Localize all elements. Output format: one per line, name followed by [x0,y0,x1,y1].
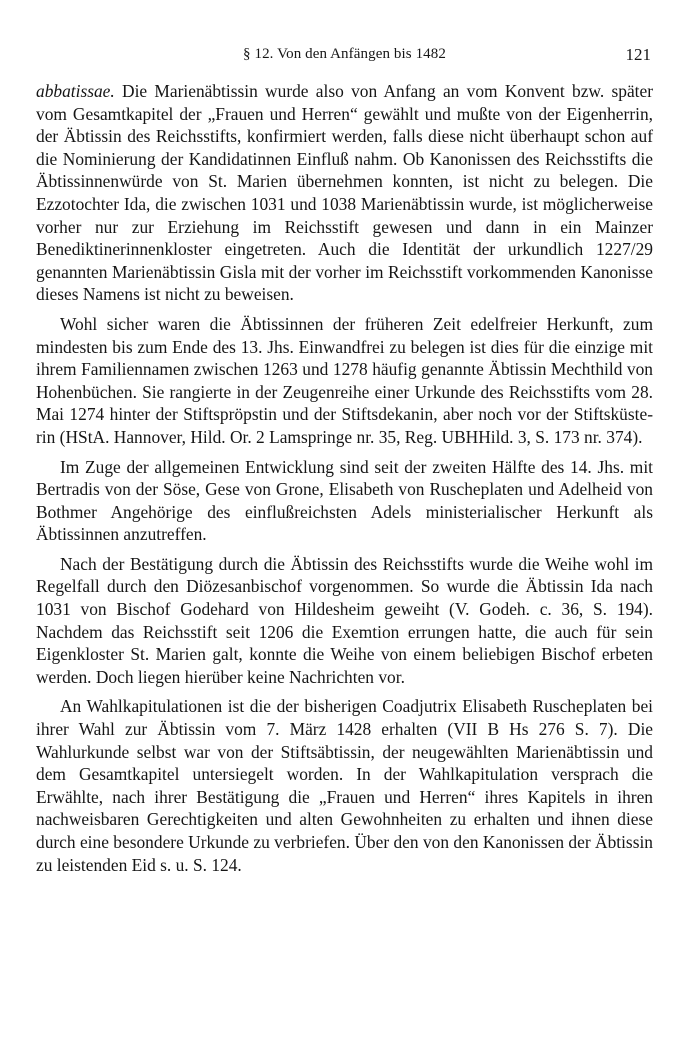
body-text [36,80,653,883]
paragraph-text: Die Marienäbtissin wurde also von Anfang an vom Konvent bzw. später vom Gesamtkapitel der „Frauen und Herren“ gewählt und mußte von der Eigenherrin, der Äbtissin des Reichsstifts, konfirmiert werden, falls diese nicht überhaupt schon auf die Nominierung der Kandidatinnen Einfluß nahm. Ob Kanonissen des Reichsstifts die Äbtissinnenwürde von St. Marien übernehmen konnten, ist nicht zu belegen. Die Ezzotochter Ida, die zwischen 1031 und 1038 Marienäbtissin wurde, ist möglicherweise vorher nur zur Erziehung im Reichsstift gewesen und dann in ein Mainzer Benediktinerinnenkloster eingetreten. Auch die Identität der urkundlich 1227/29 genannten Marienäbtissin Gisla mit der vorher im Reichsstift vorkommenden Kanonisse dieses Namens ist nicht zu beweisen. [36,81,653,305]
book-page [36,0,653,1041]
paragraph-5: An Wahlkapitulationen ist die der bisherigen Coadjutrix Elisabeth Ruscheplaten bei ihrer Wahl zur Äbtissin vom 7. März 1428 erhalten (VII B Hs 276 S. 7). Die Wahlurkunde selbst war von der Stiftsäbtissin, der neugewählten Marienäbtissin und dem Gesamtkapitel untersiegelt worden. In der Wahlkapitulation versprach die Erwählte, nach ihrer Bestätigung die „Frauen und Herren“ ihres Kapitels in ihren nachweisbaren Gerechtigkeiten und alten Gewohnheiten zu erhalten und ihnen diese durch eine besondere Urkunde zu verbriefen. Über den von den Kanonissen der Äbtissin zu leistenden Eid s. u. S. 124. [36,696,653,875]
paragraph-4: Nach der Bestätigung durch die Äbtissin des Reichsstifts wurde die Weihe wohl im Regelfall durch den Diözesanbischof vorgenommen. So wurde die Äbtissin Ida nach 1031 von Bischof Godehard von Hildesheim geweiht (V. Godeh. c. 36, S. 194). Nachdem das Reichsstift seit 1206 die Exemtion errungen hatte, die auch für sein Eigenkloster St. Marien galt, konnte die Weihe von einem beliebigen Bischof erbeten werden. Doch liegen hierüber keine Nachrichten vor. [36,553,653,687]
latin-term: abbatissae. [36,81,115,101]
running-head [36,42,653,66]
running-title: § 12. Von den Anfängen bis 1482 [243,46,446,62]
paragraph-3: Im Zuge der allgemeinen Entwicklung sind seit der zweiten Hälfte des 14. Jhs. mit Bertradis von der Söse, Gese von Grone, Elisabeth von Ruscheplaten und Adelheid von Bothmer Angehörige des einflußreichsten Adels ministerialischer Herkunft als Äbtissinnen anzutreffen. [36,456,653,545]
paragraph-1 [36,80,653,306]
paragraph-2: Wohl sicher waren die Äbtissinnen der früheren Zeit edelfreier Herkunft, zum mindesten bis zum Ende des 13. Jhs. Einwandfrei zu belegen ist dies für die einzige mit ihrem Familiennamen zwischen 1263 und 1278 häufig genannte Äbtissin Mechthild von Hohenbüchen. Sie rangierte in der Zeugenreihe einer Urkunde des Reichsstifts vom 28. Mai 1274 hinter der Stiftspröpstin und der Stiftsdekanin, aber noch vor der Stiftsküsterin (HStA. Hannover, Hild. Or. 2 Lamspringe nr. 35, Reg. UBHHild. 3, S. 173 nr. 374). [36,313,653,447]
page-number: 121 [625,45,651,64]
